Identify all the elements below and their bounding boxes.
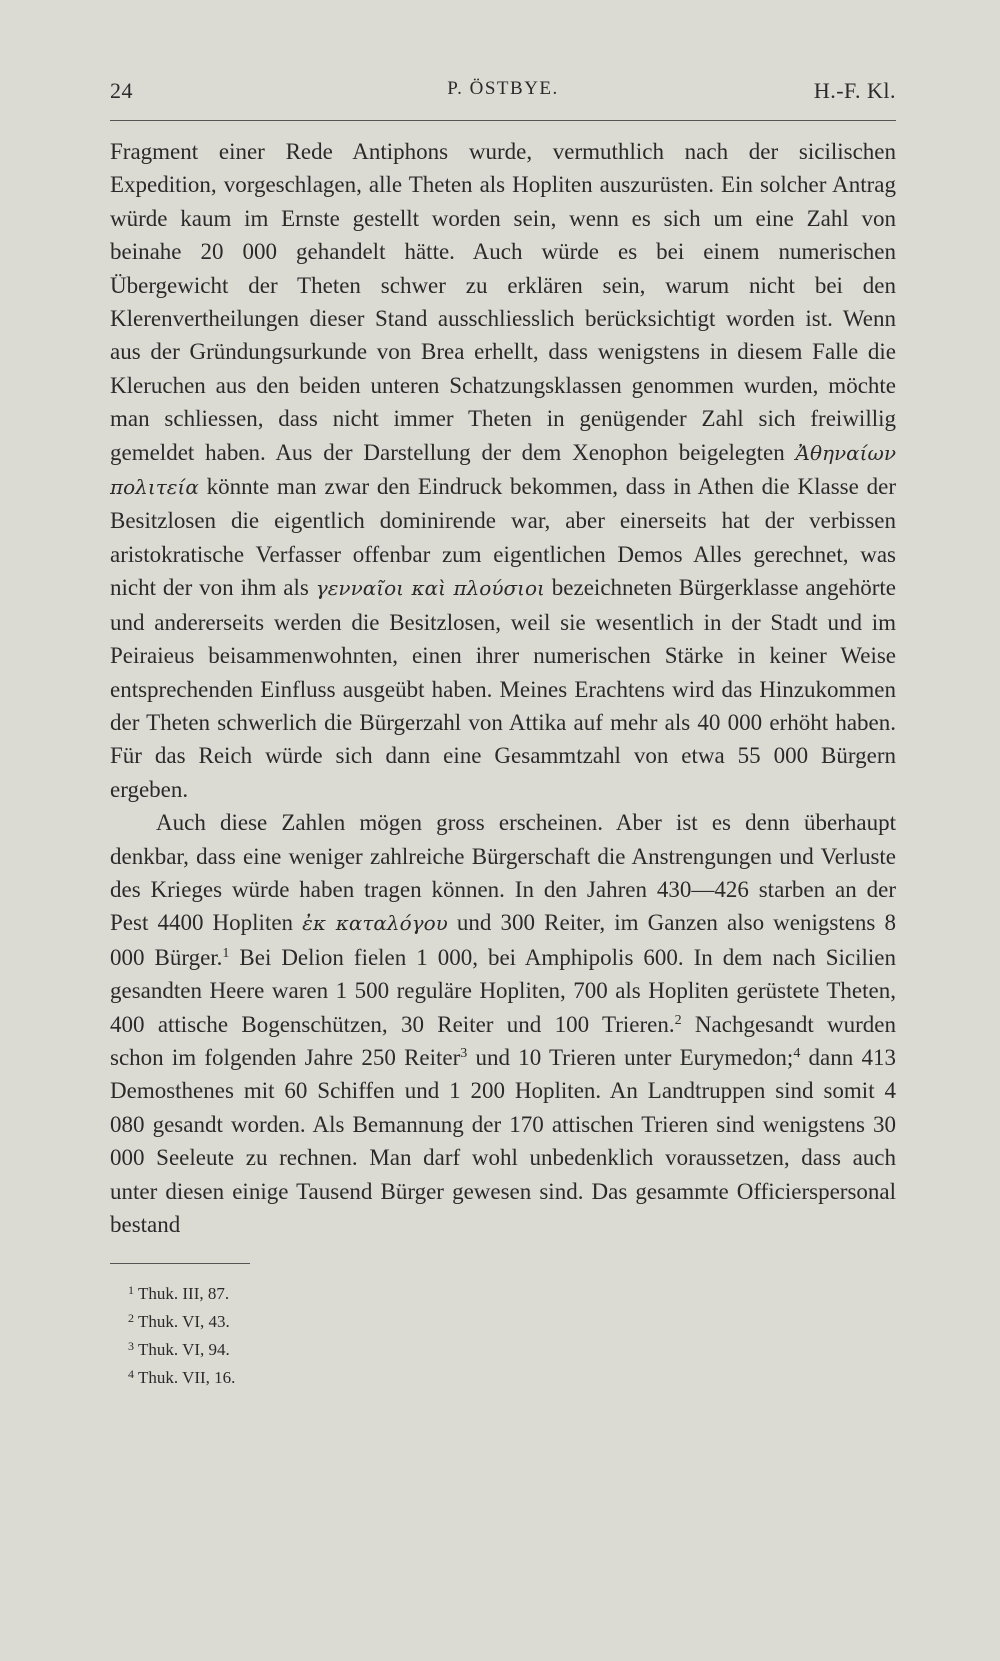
text-run: und 300 Reiter, im Ganzen also wenigstens 8 000 Bürger. xyxy=(110,910,896,970)
text-run: bezeichneten Bürgerklasse angehörte und andererseits werden die Besitzlosen, weil sie wesentlich in der Stadt und im Peiraieus beisammenwohnten, einen ihrer numerischen Stärke in keiner Weise entsprechenden Einfluss ausgeübt haben. Meines Erachtens wird das Hinzukommen der Theten schwerlich die Bürgerzahl von Attika auf mehr als 40 000 erhöht haben. Für das Reich würde sich dann eine Gesammtzahl von etwa 55 000 Bürgern ergeben. xyxy=(110,575,896,802)
footnote-number: 1 xyxy=(128,1283,134,1298)
section-label: H.-F. Kl. xyxy=(813,78,896,103)
page-number: 24 xyxy=(110,78,133,103)
footnote-number: 4 xyxy=(128,1367,134,1382)
greek-phrase: γενναῖοι καὶ πλούσιοι xyxy=(315,576,545,601)
footnote-text: Thuk. VII, 16. xyxy=(138,1368,236,1388)
footnote-ref: 1 xyxy=(222,945,230,961)
footnote-text: Thuk. VI, 94. xyxy=(138,1340,230,1360)
footnote-ref: 3 xyxy=(460,1045,468,1061)
footnote-text: Thuk. III, 87. xyxy=(138,1284,230,1304)
footnote-number: 2 xyxy=(128,1311,134,1326)
body-text xyxy=(110,135,896,1241)
text-run: Fragment einer Rede Antiphons wurde, vermuthlich nach der sicilischen Expedition, vorgeschlagen, alle Theten als Hopliten auszurüsten. Ein solcher Antrag würde kaum im Ernste gestellt worden sein, wenn es sich um eine Zahl von beinahe 20 000 gehandelt hätte. Auch würde es bei einem numerischen Übergewicht der Theten schwer zu erklären sein, warum nicht bei den Klerenvertheilungen dieser Stand ausschliesslich berücksichtigt worden ist. Wenn aus der Gründungsurkunde von Brea erhellt, dass wenigstens in diesem Falle die Kleruchen aus den beiden unteren Schatzungsklassen genommen wurden, möchte man schliessen, dass nicht immer Theten in genügender Zahl sich freiwillig gemeldet haben. Aus der Darstellung der dem Xenophon beigelegten xyxy=(110,139,896,465)
page-header xyxy=(110,78,896,108)
text-run: könnte man zwar den Eindruck bekommen, dass in Athen die Klasse der Besitzlosen die eigentlich dominirende war, aber einerseits hat der verbissen aristokratische Verfasser offenbar zum eigentlichen Demos Alles gerechnet, was nicht der von ihm als xyxy=(110,474,896,601)
greek-phrase: ἐκ καταλόγου xyxy=(302,911,448,936)
greek-phrase: Ἀθηναίων πολιτεία xyxy=(110,440,896,500)
running-title: P. ÖSTBYE. xyxy=(447,78,559,99)
text-run: Nachgesandt wurden schon im folgenden Jahre 250 Reiter xyxy=(110,1011,896,1070)
footnotes xyxy=(110,1278,896,1390)
footnote-rule xyxy=(110,1263,250,1264)
footnote-number: 3 xyxy=(128,1339,134,1354)
paragraph xyxy=(110,806,896,1241)
footnote-ref: 2 xyxy=(674,1012,682,1028)
page xyxy=(110,78,896,1390)
text-run: Auch diese Zahlen mögen gross erscheinen. Aber ist es denn überhaupt denkbar, dass eine weniger zahlreiche Bürgerschaft die Anstrengungen und Verluste des Krieges würde haben tragen können. In den Jahren 430—426 starben an der Pest 4400 Hopliten xyxy=(110,810,896,936)
text-run: Bei Delion fielen 1 000, bei Amphipolis 600. In dem nach Sicilien gesandten Heere waren 1 500 reguläre Hopliten, 700 als Hopliten gerüstete Theten, 400 attische Bogenschützen, 30 Reiter und 100 Trieren. xyxy=(110,944,896,1037)
footnote-text: Thuk. VI, 43. xyxy=(138,1312,230,1332)
footnote xyxy=(128,1334,896,1362)
text-run: und 10 Trieren unter Eurymedon; xyxy=(467,1044,794,1070)
footnote xyxy=(128,1306,896,1334)
paragraph xyxy=(110,135,896,806)
footnote xyxy=(128,1278,896,1306)
text-run: dann 413 Demosthenes mit 60 Schiffen und 1 200 Hopliten. An Landtruppen sind somit 4 080 gesandt worden. Als Bemannung der 170 attischen Trieren sind wenigstens 30 000 Seeleute zu rechnen. Man darf wohl unbedenklich voraussetzen, dass auch unter diesen einige Tausend Bürger gewesen sind. Das gesammte Officierspersonal bestand xyxy=(110,1044,896,1237)
footnote xyxy=(128,1362,896,1390)
header-rule xyxy=(110,120,896,121)
footnote-ref: 4 xyxy=(793,1045,801,1061)
